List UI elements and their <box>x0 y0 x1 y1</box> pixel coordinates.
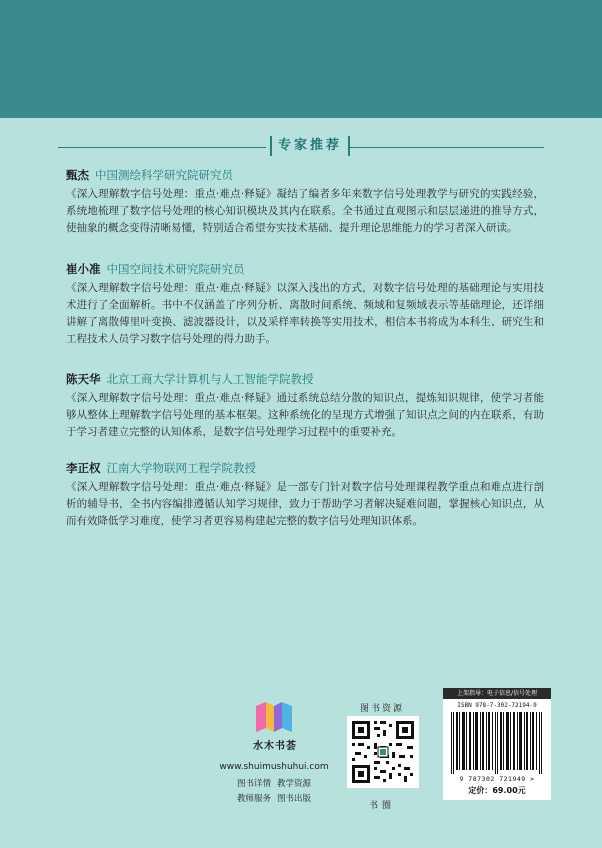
reviewer-name: 李正权 <box>66 461 101 475</box>
review-text: 《深入理解数字信号处理：重点·难点·释疑》是一部专门针对数字信号处理课程教学重点和难点进行剖析的辅导书，全书内容编排遵循认知学习规律，致力于帮助学习者解决疑难问题，掌握核心知识点，从而有效降低学习难度，使学习者更容易构建起完整的数字信号处理知识体系。 <box>66 481 544 527</box>
publisher-links-row <box>218 792 330 804</box>
barcode-panel <box>443 688 551 800</box>
qr-code <box>347 716 419 788</box>
reviewer-affiliation: 中国测绘科学研究院研究员 <box>95 168 233 182</box>
shelving-category: 上架指导：电子信息/信号处理 <box>443 688 551 699</box>
reviewer-affiliation: 江南大学物联网工程学院教授 <box>106 461 256 475</box>
isbn-text: ISBN 978-7-302-72194-9 <box>457 702 537 709</box>
barcode-digits: 9 787302 721949 > <box>459 775 535 783</box>
heading-rule-right <box>348 147 544 148</box>
link-book-publishing: 图书出版 <box>277 794 312 804</box>
price-label: 定价：69.00元 <box>468 786 526 795</box>
publisher-book-logo-icon <box>254 702 294 732</box>
reviewer-name: 甄杰 <box>66 168 89 182</box>
publisher-website: www.shuimushuhui.com <box>219 762 329 772</box>
section-heading <box>58 136 544 158</box>
publisher-links-row <box>218 777 330 789</box>
barcode-icon <box>447 712 547 774</box>
review-4 <box>66 460 544 530</box>
qr-caption: 书圈 <box>368 801 395 811</box>
qr-code-icon <box>347 716 419 788</box>
review-text: 《深入理解数字信号处理：重点·难点·释疑》通过系统总结分散的知识点，提炼知识规律，使学习者能够从整体上理解数字信号处理的基本框架。这种系统化的呈现方式增强了知识点之间的内在联系，有助于学习者建立完整的认知体系，是数字信号处理学习过程中的重要补充。 <box>66 392 544 438</box>
link-teacher-service: 教师服务 <box>236 794 271 804</box>
qr-title: 图书资源 <box>359 704 404 714</box>
top-color-band <box>0 0 602 118</box>
heading-title: 专家推荐 <box>270 136 350 156</box>
reviewer-affiliation: 中国空间技术研究院研究员 <box>106 262 245 276</box>
publisher-logo-text: 水木书荟 <box>253 741 297 752</box>
heading-rule-left <box>58 147 266 148</box>
reviewer-name: 陈天华 <box>66 372 101 386</box>
review-text: 《深入理解数字信号处理：重点·难点·释疑》凝结了编者多年来数字信号处理教学与研究的实践经验，系统地梳理了数字信号处理的核心知识模块及其内在联系。全书通过直观图示和层层递进的推导方式，使抽象的概念变得清晰易懂，特别适合希望夯实技术基础、提升理论思维能力的学习者深入研读。 <box>66 188 544 234</box>
link-teaching-resources: 教学资源 <box>277 779 312 789</box>
reviewer-affiliation: 北京工商大学计算机与人工智能学院教授 <box>106 372 314 386</box>
link-book-details: 图书详情 <box>236 779 271 789</box>
review-3 <box>66 371 544 441</box>
review-1 <box>66 167 544 237</box>
review-2 <box>66 261 544 348</box>
reviewer-name: 崔小准 <box>66 262 101 276</box>
review-text: 《深入理解数字信号处理：重点·难点·释疑》以深入浅出的方式，对数字信号处理的基础理论与实用技术进行了全面解析。书中不仅涵盖了序列分析、离散时间系统、频域和复频域表示等基础理论，还详细讲解了离散傅里叶变换、滤波器设计，以及采样率转换等实用技术，相信本书将成为本科生、研究生和工程技术人员学习数字信号处理的得力助手。 <box>66 282 544 345</box>
